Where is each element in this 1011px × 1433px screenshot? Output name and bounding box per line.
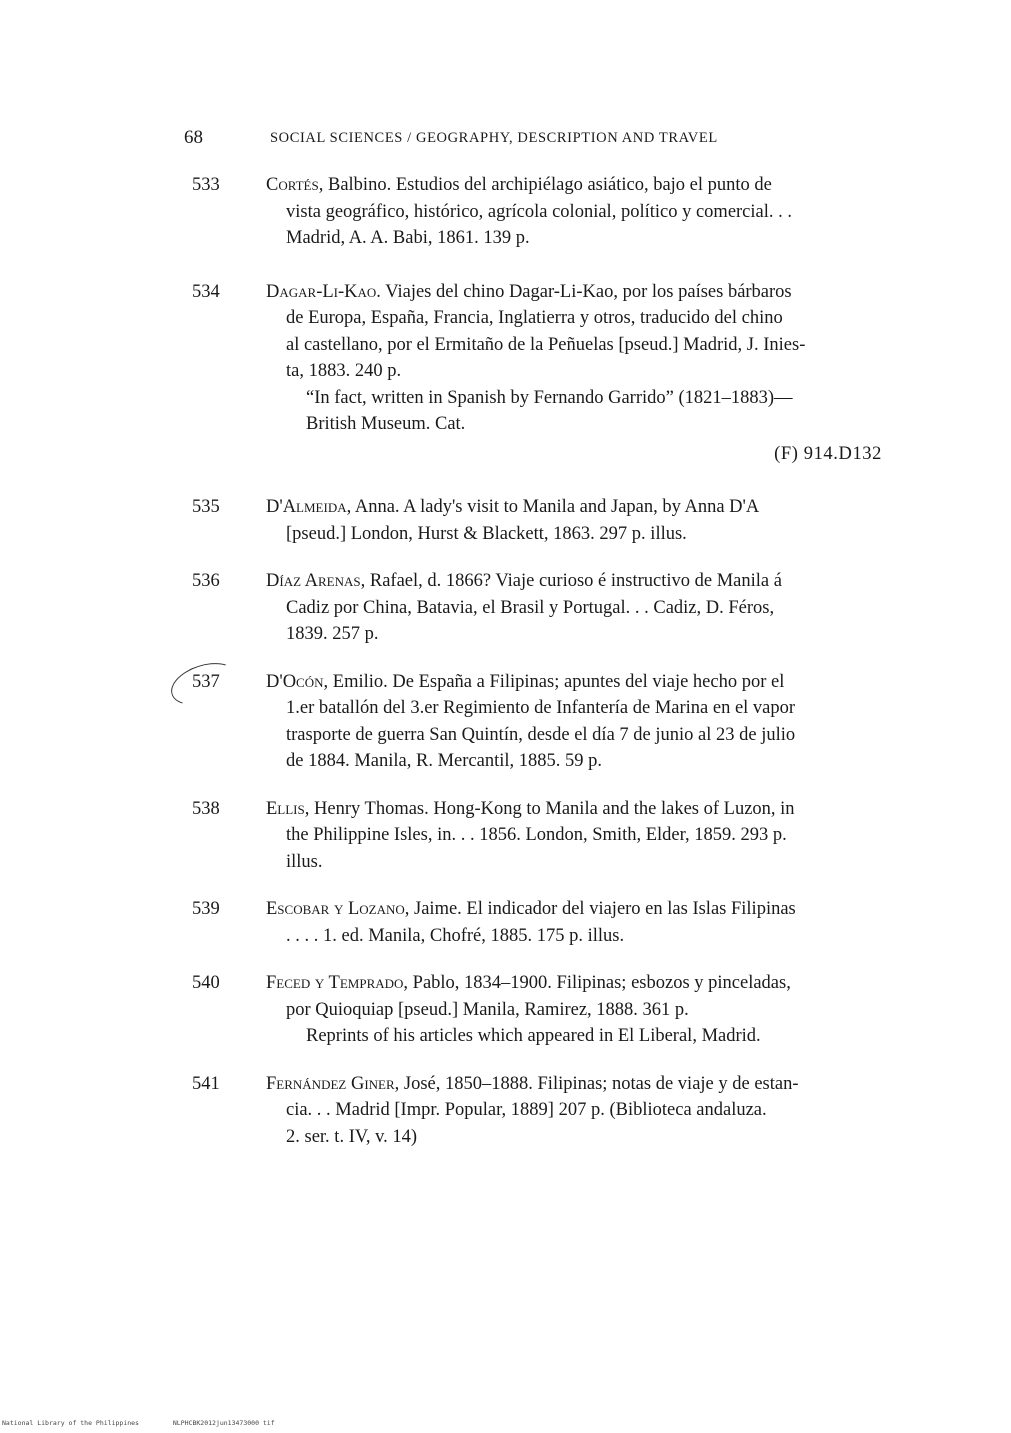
entry-number: 539 <box>192 899 220 919</box>
entry-line: Emilio. De España a Filipinas; apuntes del viaje hecho por el <box>332 671 785 692</box>
entry-line: por Quioquiap [pseud.] Manila, Ramirez, 1888. 361 p. <box>286 999 689 1020</box>
entry-539 <box>192 896 882 949</box>
entry-line: cia. . . Madrid [Impr. Popular, 1889] 207 p. (Biblioteca andaluza. <box>286 1100 767 1120</box>
entry-line: de Europa, España, Francia, Inglatierra y otros, traducido del chino <box>286 308 783 328</box>
entry-538 <box>192 796 882 876</box>
entry-line: the Philippine Isles, in. . . 1856. London, Smith, Elder, 1859. 293 p. <box>286 825 787 845</box>
entry-line: Pablo, 1834–1900. Filipinas; esbozos y pinceladas, <box>412 973 791 993</box>
entry-line: 1839. 257 p. <box>286 624 379 644</box>
entry-line: 2. ser. t. IV, v. 14) <box>286 1126 418 1147</box>
scan-footer <box>2 1419 305 1427</box>
entry-line: 1.er batallón del 3.er Regimiento de Infantería de Marina en el vapor <box>286 698 796 718</box>
page-header <box>184 126 884 150</box>
entry-author: Díaz Arenas, <box>266 571 366 591</box>
entry-number: 540 <box>192 973 220 993</box>
entry-line: Henry Thomas. Hong-Kong to Manila and the lakes of Luzon, in <box>314 798 795 819</box>
footer-file-id: NLPHCBK2012jun13473000 tif <box>172 1419 275 1427</box>
entry-number: 541 <box>192 1073 220 1094</box>
entry-author: Dagar-Li-Kao. <box>266 281 381 302</box>
note-line: “In fact, written in Spanish by Fernando Garrido” (1821–1883)— <box>306 387 793 408</box>
entry-line: trasporte de guerra San Quintín, desde el día 7 de junio al 23 de julio <box>286 724 796 745</box>
entry-author: Cortés, <box>266 175 324 195</box>
entry-note <box>286 1023 882 1050</box>
entry-536 <box>192 568 882 648</box>
entry-line: al castellano, por el Ermitaño de la Peñuelas [pseud.] Madrid, J. Inies- <box>286 334 806 355</box>
entry-author: Escobar y Lozano, <box>266 899 410 919</box>
entry-535 <box>192 494 882 547</box>
entry-line: José, 1850–1888. Filipinas; notas de viaje y de estan- <box>403 1073 799 1094</box>
handwritten-circle-mark <box>166 655 242 712</box>
bibliography-entries <box>192 172 882 1150</box>
entry-author: D'Almeida, <box>266 497 352 517</box>
entry-author: Ellis, <box>266 798 310 819</box>
entry-line: de 1884. Manila, R. Mercantil, 1885. 59 p. <box>286 751 602 771</box>
note-line: British Museum. Cat. <box>306 414 466 434</box>
entry-number: 533 <box>192 175 220 195</box>
entry-author: Feced y Temprado, <box>266 973 409 993</box>
entry-number: 536 <box>192 571 220 591</box>
entry-line: vista geográfico, histórico, agrícola colonial, político y comercial. . . <box>286 201 793 222</box>
entry-534 <box>192 279 882 468</box>
entry-number: 535 <box>192 497 220 517</box>
entry-author: D'Ocón, <box>266 671 329 692</box>
entry-line: Madrid, A. A. Babi, 1861. 139 p. <box>286 228 530 248</box>
entry-533 <box>192 172 882 252</box>
entry-line: Viajes del chino Dagar-Li-Kao, por los países bárbaros <box>385 281 792 302</box>
entry-line: Jaime. El indicador del viajero en las Islas Filipinas <box>414 899 796 919</box>
entry-line: Rafael, d. 1866? Viaje curioso é instructivo de Manila á <box>369 571 782 591</box>
entry-line: [pseud.] London, Hurst & Blackett, 1863. 297 p. illus. <box>286 523 687 544</box>
entry-number: 537 <box>192 671 220 692</box>
entry-author: Fernández Giner, <box>266 1073 400 1094</box>
footer-library: National Library of the Philippines <box>2 1419 139 1427</box>
entry-line: . . . . 1. ed. Manila, Chofré, 1885. 175 p. illus. <box>286 925 625 946</box>
running-title: SOCIAL SCIENCES / GEOGRAPHY, DESCRIPTION AND TRAVEL <box>270 130 718 146</box>
note-line: Reprints of his articles which appeared in El Liberal, Madrid. <box>306 1026 761 1046</box>
entry-540 <box>192 970 882 1050</box>
call-number: (F) 914.D132 <box>774 443 882 464</box>
entry-line: Anna. A lady's visit to Manila and Japan, by Anna D'A <box>354 497 760 517</box>
entry-line: Cadiz por China, Batavia, el Brasil y Portugal. . . Cadiz, D. Féros, <box>286 597 775 618</box>
entry-541 <box>192 1071 882 1151</box>
entry-line: illus. <box>286 851 323 872</box>
entry-line: ta, 1883. 240 p. <box>286 361 402 381</box>
entry-line: Balbino. Estudios del archipiélago asiático, bajo el punto de <box>327 175 772 195</box>
entry-number: 538 <box>192 798 220 819</box>
entry-537 <box>192 669 882 775</box>
page-number: 68 <box>184 127 203 148</box>
entry-number: 534 <box>192 281 220 302</box>
entry-note <box>286 385 882 438</box>
